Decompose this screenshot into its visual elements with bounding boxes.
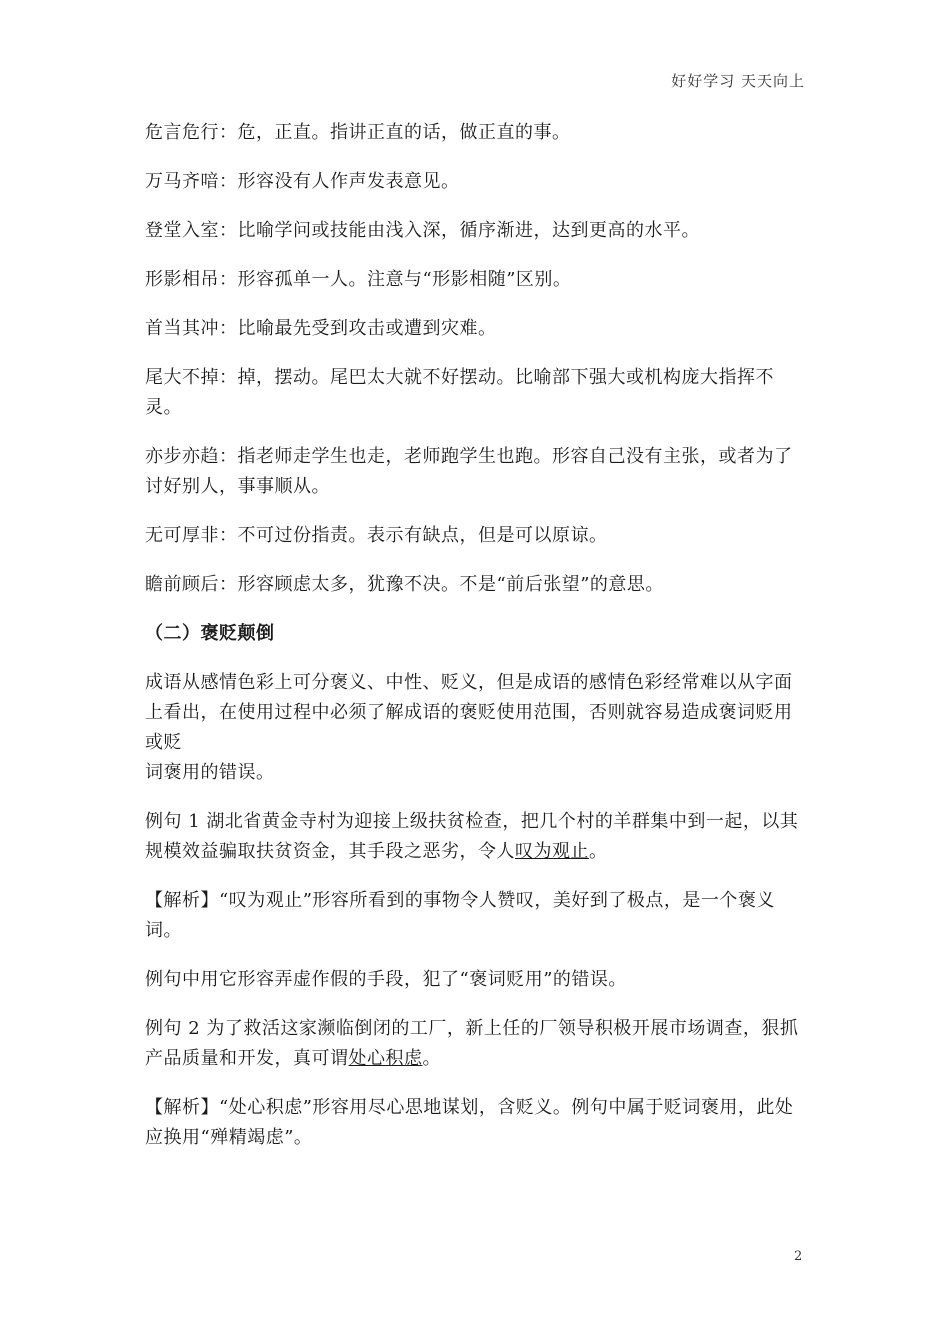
example-sentence-1 — [145, 807, 805, 867]
example-end: 。 — [422, 1048, 441, 1069]
idiom-entry: 危言危行：危，正直。指讲正直的话，做正直的事。 — [145, 122, 571, 143]
underlined-idiom: 叹为观止 — [515, 841, 589, 862]
analysis-1-followup: 例句中用它形容弄虚作假的手段，犯了“褒词贬用”的错误。 — [145, 969, 627, 990]
example-text: 例句 1 湖北省黄金寺村为迎接上级扶贫检查，把几个村的羊群集中到一起，以其规模效益骗取扶贫资金，其手段之恶劣，令人 — [145, 811, 799, 862]
idiom-entry: 登堂入室：比喻学问或技能由浅入深，循序渐进，达到更高的水平。 — [145, 220, 700, 241]
idiom-entry: 万马齐喑：形容没有人作声发表意见。 — [145, 171, 460, 192]
example-sentence-2 — [145, 1014, 805, 1074]
section-heading: （二）褒贬颠倒 — [145, 623, 275, 644]
idiom-entry: 无可厚非：不可过份指责。表示有缺点，但是可以原谅。 — [145, 525, 608, 546]
analysis-1: 【解析】“叹为观止”形容所看到的事物令人赞叹，美好到了极点，是一个褒义词。 — [145, 890, 775, 941]
page-number: 2 — [794, 1249, 803, 1264]
section-intro-continued: 词褒用的错误。 — [145, 762, 275, 783]
idiom-entry: 首当其冲：比喻最先受到攻击或遭到灾难。 — [145, 318, 497, 339]
idiom-entry: 瞻前顾后：形容顾虑太多，犹豫不决。不是“前后张望”的意思。 — [145, 574, 664, 595]
example-text: 例句 2 为了救活这家濒临倒闭的工厂，新上任的厂领导积极开展市场调查，狠抓产品质量和开发，真可谓 — [145, 1018, 799, 1069]
document-body — [145, 118, 805, 1172]
idiom-entry: 亦步亦趋：指老师走学生也走，老师跑学生也跑。形容自己没有主张，或者为了讨好别人，事事顺从。 — [145, 446, 793, 497]
example-end: 。 — [589, 841, 608, 862]
underlined-idiom: 处心积虑 — [348, 1048, 423, 1069]
idiom-entry: 形影相吊：形容孤单一人。注意与“形影相随”区别。 — [145, 269, 572, 290]
analysis-2: 【解析】“处心积虑”形容用尽心思地谋划，含贬义。例句中属于贬词褒用，此处应换用“殚精竭虑”。 — [145, 1097, 794, 1148]
idiom-entry: 尾大不掉：掉，摆动。尾巴太大就不好摆动。比喻部下强大或机构庞大指挥不灵。 — [145, 367, 774, 418]
section-intro: 成语从感情色彩上可分褒义、中性、贬义，但是成语的感情色彩经常难以从字面上看出，在使用过程中必须了解成语的褒贬使用范围，否则就容易造成褒词贬用或贬 — [145, 672, 793, 753]
page-header: 好好学习 天天向上 — [671, 72, 805, 90]
